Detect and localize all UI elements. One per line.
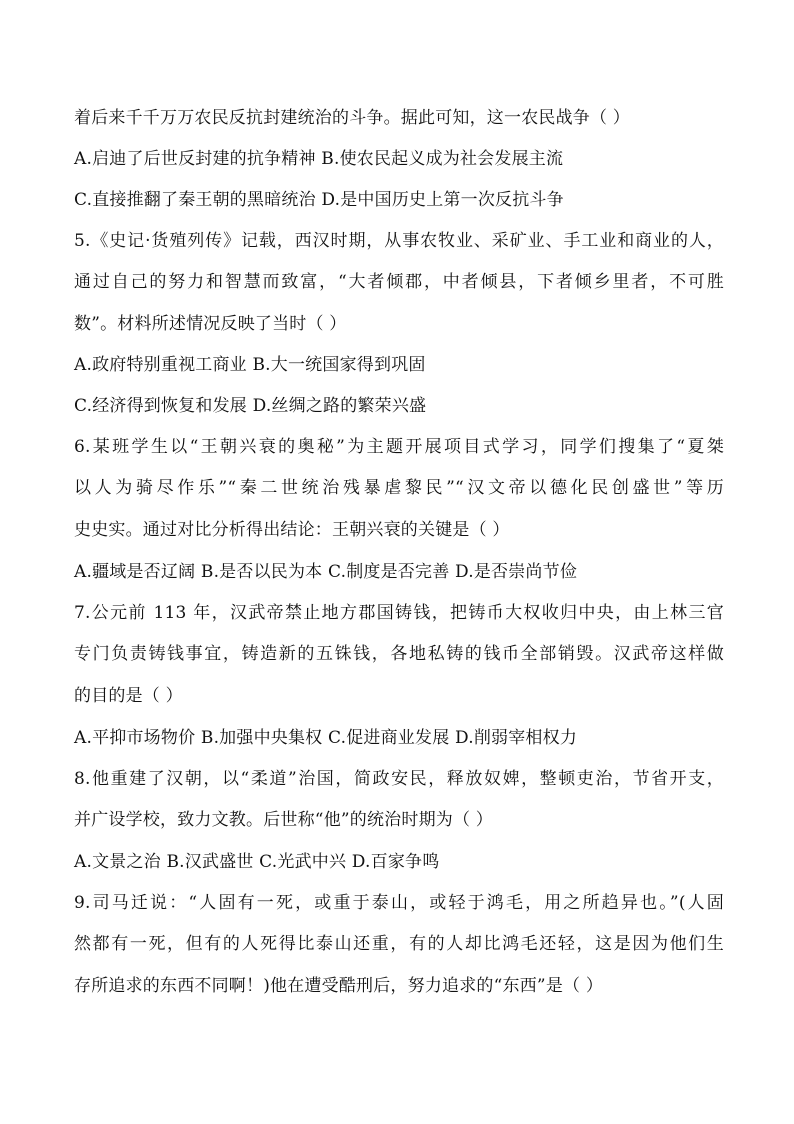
question-4-stem-continued: 着后来千千万万农民反抗封建统治的斗争。据此可知，这一农民战争（ ） bbox=[74, 108, 631, 128]
question-4-options-c-d: C.直接推翻了秦王朝的黑暗统治 D.是中国历史上第一次反抗斗争 bbox=[74, 190, 564, 210]
question-5-stem-line-2: 通过自己的努力和智慧而致富，“大者倾郡，中者倾县，下者倾乡里者，不可胜 bbox=[74, 272, 724, 292]
question-5-options-a-b: A.政府特别重视工商业 B.大一统国家得到巩固 bbox=[74, 355, 426, 375]
question-8-options: A.文景之治 B.汉武盛世 C.光武中兴 D.百家争鸣 bbox=[74, 852, 440, 872]
question-6-options: A.疆域是否辽阔 B.是否以民为本 C.制度是否完善 D.是否崇尚节俭 bbox=[74, 562, 578, 582]
question-7-stem-line-2: 专门负责铸钱事宜，铸造新的五铢钱，各地私铸的钱币全部销毁。汉武帝这样做 bbox=[74, 644, 724, 664]
question-7-stem-line-3: 的目的是（ ） bbox=[74, 686, 183, 706]
question-5-stem-line-3: 数”。材料所述情况反映了当时（ ） bbox=[74, 314, 347, 334]
question-5-stem-line-1: 5.《史记·货殖列传》记载，西汉时期，从事农牧业、采矿业、手工业和商业的人， bbox=[74, 231, 724, 251]
question-8-stem-line-2: 并广设学校，致力文教。后世称“他”的统治时期为（ ） bbox=[74, 810, 493, 830]
question-6-stem-line-2: 以人为骑尽作乐”“秦二世统治残暴虐黎民”“汉文帝以德化民创盛世”等历 bbox=[74, 478, 724, 498]
question-4-options-a-b: A.启迪了后世反封建的抗争精神 B.使农民起义成为社会发展主流 bbox=[74, 149, 564, 169]
question-6-stem-line-3: 史史实。通过对比分析得出结论：王朝兴衰的关键是（ ） bbox=[74, 520, 510, 540]
question-5-options-c-d: C.经济得到恢复和发展 D.丝绸之路的繁荣兴盛 bbox=[74, 396, 427, 416]
question-7-stem-line-1: 7.公元前 113 年，汉武帝禁止地方郡国铸钱，把铸币大权收归中央，由上林三官 bbox=[74, 603, 724, 623]
question-9-stem-line-1: 9.司马迁说：“人固有一死，或重于泰山，或轻于鸿毛，用之所趋异也。”(人固 bbox=[74, 893, 724, 913]
question-9-stem-line-2: 然都有一死，但有的人死得比泰山还重，有的人却比鸿毛还轻，这是因为他们生 bbox=[74, 934, 724, 954]
question-8-stem-line-1: 8.他重建了汉朝，以“柔道”治国，简政安民，释放奴婢，整顿吏治，节省开支， bbox=[74, 769, 724, 789]
question-7-options: A.平抑市场物价 B.加强中央集权 C.促进商业发展 D.削弱宰相权力 bbox=[74, 728, 578, 748]
question-6-stem-line-1: 6.某班学生以“王朝兴衰的奥秘”为主题开展项目式学习，同学们搜集了“夏桀 bbox=[74, 437, 724, 457]
question-9-stem-line-3: 存所追求的东西不同啊！)他在遭受酷刑后，努力追求的“东西”是（ ） bbox=[74, 976, 604, 996]
